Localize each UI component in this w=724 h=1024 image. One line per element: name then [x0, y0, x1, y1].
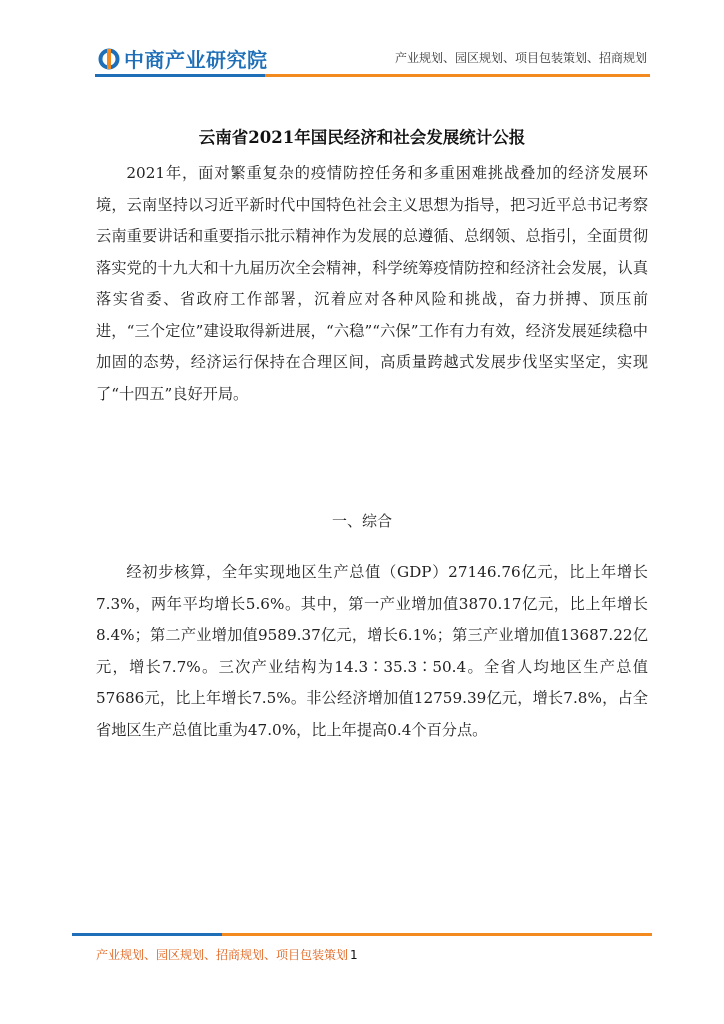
- header-divider-blue: [95, 74, 265, 77]
- footer-tagline: 产业规划、园区规划、招商规划、项目包装策划: [96, 948, 349, 962]
- intro-paragraph: 2021年，面对繁重复杂的疫情防控任务和多重困难挑战叠加的经济发展环境，云南坚持以习近平新时代中国特色社会主义思想为指导，把习近平总书记考察云南重要讲话和重要指示批示精神作为发展的总遵循、总纲领、总指引，全面贯彻落实党的十九大和十九届历次全会精神，科学统筹疫情防控和经济社会发展，认真落实省委、省政府工作部署，沉着应对各种风险和挑战，奋力拼搏、顶压前进，“三个定位”建设取得新进展，“六稳”“六保”工作有力有效，经济发展延续稳中加固的态势，经济运行保持在合理区间，高质量跨越式发展步伐坚实坚定，实现了“十四五”良好开局。: [96, 164, 648, 403]
- page-header: [0, 0, 724, 80]
- brand-logo-icon: [98, 48, 120, 70]
- section-paragraph: 经初步核算，全年实现地区生产总值（GDP）27146.76亿元，比上年增长7.3%，两年平均增长5.6%。其中，第一产业增加值3870.17亿元，比上年增长8.4%；第二产业增加值9589.37亿元，增长6.1%；第三产业增加值13687.22亿元，增长7.7%。三次产业结构为14.3∶35.3∶50.4。全省人均地区生产总值57686元，比上年增长7.5%。非公经济增加值12759.39亿元，增长7.8%，占全省地区生产总值比重为47.0%，比上年提高0.4个百分点。: [96, 563, 648, 739]
- footer-divider-orange: [222, 933, 652, 936]
- footer-divider-blue: [72, 933, 222, 936]
- brand-logo-text: 中商产业研究院: [124, 48, 268, 72]
- header-divider-orange: [265, 74, 650, 77]
- section-heading: 一、综合: [331, 512, 392, 530]
- page-number: 1: [350, 948, 358, 962]
- document-title: 云南省2021年国民经济和社会发展统计公报: [198, 128, 526, 147]
- header-tagline: 产业规划、园区规划、项目包装策划、招商规划: [394, 51, 647, 65]
- page-footer: [96, 946, 358, 963]
- brand-logo[interactable]: [98, 44, 268, 73]
